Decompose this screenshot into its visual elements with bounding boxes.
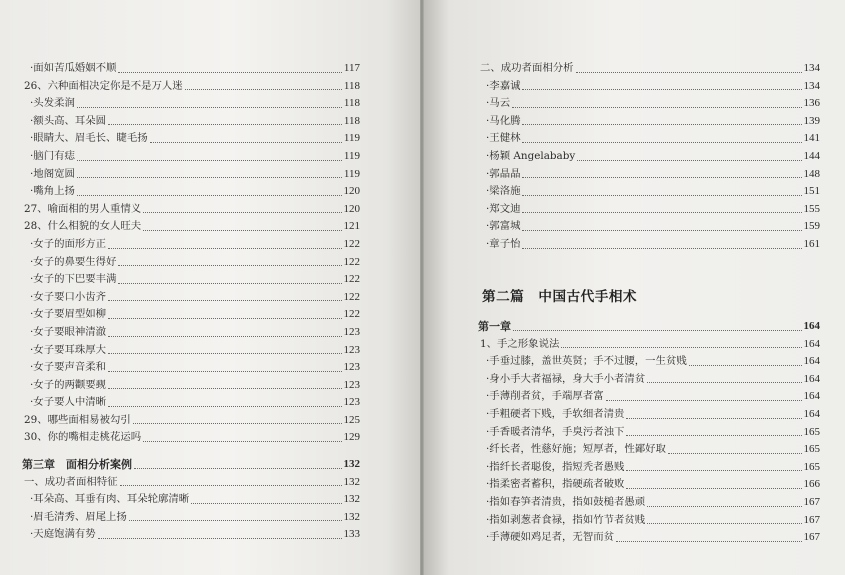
toc-entry [478,353,820,371]
toc-entry-title: ·手垂过膝，盖世英贤；手不过腰，一生贫贱 [486,355,687,368]
toc-entry-title: ·手粗硬者下贱，手软细者清贵 [486,407,625,420]
toc-entry-title: ·指如剥葱者食禄，指如竹节者贫贱 [486,513,646,526]
left-chapter-list [22,456,360,544]
toc-entry-title: ·指柔密者蓄积，指硬疏者破败 [486,478,625,491]
toc-page-number: 164 [803,320,820,332]
toc-page-number: 119 [343,167,360,180]
toc-entry [478,512,820,530]
toc-entry-title: ·女子的下巴要丰满 [30,273,117,286]
dot-leader [108,353,341,354]
dot-leader [150,142,342,143]
dot-leader [626,418,801,419]
toc-page-number: 120 [343,185,360,198]
toc-page-number: 119 [343,149,360,162]
toc-entry [22,324,360,342]
dot-leader [522,124,801,125]
toc-entry-title: 二、成功者面相分析 [480,62,574,74]
dot-leader [143,230,341,231]
toc-entry-title: 1、手之形象说法 [480,337,560,350]
dot-leader [522,212,801,213]
toc-page-number: 118 [343,114,360,127]
dot-leader [108,406,341,407]
toc-entry [478,406,820,424]
toc-entry-title: ·女子要声音柔和 [30,361,107,374]
toc-entry-title: ·指如春笋者清贵，指如鼓槌者愚顽 [486,495,646,508]
dot-leader [616,541,802,542]
toc-page-number: 164 [803,407,820,420]
toc-page-number: 144 [803,149,820,162]
toc-entry-title: 30、你的嘴相走桃花运吗 [24,431,142,444]
toc-entry [478,336,820,354]
toc-entry-title: ·杨颖 Angelababy [486,149,576,162]
toc-entry [22,201,360,219]
toc-page-number: 122 [343,273,360,286]
dot-leader [522,248,801,249]
toc-chapter-entry [22,456,360,474]
toc-entry-title: 26、六种面相决定你是不是万人迷 [24,79,183,92]
toc-page-number: 118 [343,79,360,92]
toc-entry [478,371,820,389]
toc-page-number: 123 [343,396,360,409]
toc-entry-title: ·指纤长者聪俊，指短秃者愚贱 [486,460,625,473]
dot-leader [647,506,801,507]
dot-leader [108,388,341,389]
dot-leader [108,318,341,319]
right-chapter-list [478,318,820,547]
dot-leader [129,520,342,521]
toc-entry-title: ·手香暖者清华，手臭污者浊下 [486,425,625,438]
toc-entry-title: ·郑文迪 [486,202,521,215]
toc-page-number: 118 [343,97,360,110]
toc-entry [478,201,820,219]
toc-entry [22,130,360,148]
toc-entry [22,526,360,544]
toc-entry-title: 第一章 [478,320,511,333]
dot-leader [647,523,801,524]
dot-leader [77,177,342,178]
toc-entry-title: ·手薄削者贫，手端厚者富 [486,390,604,403]
toc-page-number: 166 [803,478,820,491]
toc-page-number: 164 [803,337,820,350]
toc-entry [478,388,820,406]
toc-page-number: 132 [343,493,360,506]
dot-leader [143,212,341,213]
right-toc-list [478,60,820,254]
toc-entry-title: 27、喻面相的男人重情义 [24,202,142,215]
toc-page-number: 155 [803,202,820,215]
toc-entry-title: ·脑门有痣 [30,149,75,162]
toc-page-number: 167 [803,513,820,526]
toc-entry-title: ·面如苦瓜婚姻不顺 [30,62,117,74]
toc-entry-title: ·纤长者，性慈好施；短厚者，性鄙好取 [486,443,666,456]
toc-entry [22,491,360,509]
dot-leader [561,347,801,348]
toc-page-number: 120 [343,202,360,215]
toc-entry [22,377,360,395]
toc-page-number: 123 [343,343,360,356]
toc-entry-title: ·耳朵高、耳垂有肉、耳朵轮廓清晰 [30,493,190,506]
toc-entry [22,183,360,201]
toc-entry [22,113,360,131]
toc-entry-title: 28、什么相貌的女人旺夫 [24,220,142,233]
toc-entry-title: ·眼睛大、眉毛长、睫毛扬 [30,132,148,145]
toc-entry [478,148,820,166]
dot-leader [522,195,801,196]
toc-entry-title: ·天庭饱满有势 [30,528,96,541]
part-title: 第二篇 中国古代手相术 [482,289,638,305]
toc-entry-title: ·头发柔润 [30,97,75,110]
toc-page-number: 122 [343,255,360,268]
dot-leader [185,89,342,90]
toc-entry [22,289,360,307]
toc-entry-title: ·女子要眉型如柳 [30,308,107,321]
toc-entry-title: ·女子的两颧要觋 [30,378,107,391]
toc-entry-title: ·郭晶晶 [486,167,521,180]
toc-page-number: 139 [803,114,820,127]
toc-page-number: 123 [343,361,360,374]
toc-page-number: 133 [343,528,360,541]
toc-entry-title: ·女子的鼻要生得好 [30,255,117,268]
toc-entry [478,424,820,442]
dot-leader [522,230,801,231]
dot-leader [77,107,342,108]
toc-page-number: 141 [803,132,820,145]
toc-page-number: 134 [803,79,820,92]
toc-page-number: 151 [803,185,820,198]
dot-leader [522,177,801,178]
toc-page-number: 164 [803,355,820,368]
toc-entry-title: ·嘴角上扬 [30,185,75,198]
toc-entry-title: ·女子要眼神清澈 [30,325,107,338]
dot-leader [606,400,802,401]
toc-entry-title: ·王健林 [486,132,521,145]
toc-entry-title: 一、成功者面相特征 [24,475,118,488]
dot-leader [513,330,802,331]
toc-page-number: 161 [803,237,820,250]
toc-page-number: 132 [343,510,360,523]
dot-leader [647,382,801,383]
toc-entry [22,148,360,166]
toc-entry-title: ·手薄硬如鸡足者，无智而贫 [486,531,614,544]
dot-leader [133,423,342,424]
dot-leader [143,441,341,442]
dot-leader [77,195,342,196]
toc-page-number: 123 [343,378,360,391]
toc-entry-title: ·梁洛施 [486,185,521,198]
toc-entry-title: ·眉毛清秀、眉尾上扬 [30,510,127,523]
dot-leader [576,72,802,73]
toc-page-number: 119 [343,132,360,145]
toc-entry [478,130,820,148]
dot-leader [668,453,802,454]
toc-entry [478,183,820,201]
toc-page-number: 117 [343,62,360,74]
toc-entry [478,441,820,459]
dot-leader [689,365,802,366]
toc-entry [22,218,360,236]
toc-entry [22,359,360,377]
toc-entry-title: ·郭富城 [486,220,521,233]
dot-leader [108,371,341,372]
toc-entry-title: ·女子要耳珠厚大 [30,343,107,356]
toc-entry-title: 第三章 面相分析案例 [22,458,132,471]
dot-leader [577,160,801,161]
dot-leader [522,142,801,143]
toc-page-number: 123 [343,325,360,338]
dot-leader [626,488,801,489]
toc-page-number: 132 [343,475,360,488]
toc-entry [22,394,360,412]
toc-entry [22,271,360,289]
dot-leader [108,248,341,249]
toc-page-number: 122 [343,308,360,321]
dot-leader [108,300,341,301]
toc-entry-title: ·女子要人中清晰 [30,396,107,409]
toc-entry [478,95,820,113]
toc-entry [22,166,360,184]
toc-entry [22,95,360,113]
toc-entry [478,476,820,494]
toc-entry [22,474,360,492]
toc-entry-title: ·马云 [486,97,511,110]
toc-entry-title: ·身小手大者福禄，身大手小者清贫 [486,372,646,385]
toc-entry [478,166,820,184]
dot-leader [108,124,342,125]
dot-leader [118,72,341,73]
toc-entry-title: ·地阁宽圆 [30,167,75,180]
toc-page-number: 122 [343,290,360,303]
toc-page-number: 121 [343,220,360,233]
toc-entry [478,60,820,78]
toc-page-number: 167 [803,495,820,508]
toc-page-number: 165 [803,460,820,473]
toc-page-number: 164 [803,372,820,385]
toc-page-number: 136 [803,97,820,110]
dot-leader [512,107,801,108]
toc-page-number: 165 [803,443,820,456]
toc-page-number: 164 [803,390,820,403]
toc-entry [478,236,820,254]
toc-page-number: 132 [343,458,360,470]
toc-entry [478,529,820,547]
dot-leader [108,336,341,337]
toc-entry [22,236,360,254]
toc-entry [22,306,360,324]
toc-page-number: 129 [343,431,360,444]
dot-leader [98,538,342,539]
toc-entry-title: ·女子的面形方正 [30,237,107,250]
toc-page-number: 125 [343,413,360,426]
toc-entry [478,494,820,512]
dot-leader [522,89,801,90]
left-toc-list [22,60,360,447]
toc-chapter-entry [478,318,820,336]
dot-leader [77,160,342,161]
toc-entry-title: ·马化腾 [486,114,521,127]
toc-entry-title: ·章子怡 [486,237,521,250]
toc-entry-title: ·女子要口小齿齐 [30,290,107,303]
dot-leader [120,485,342,486]
dot-leader [134,468,342,469]
toc-entry [22,254,360,272]
toc-entry [478,78,820,96]
dot-leader [118,265,341,266]
toc-entry [478,113,820,131]
toc-page-number: 122 [343,237,360,250]
toc-page-number: 134 [803,62,820,74]
toc-page-number: 159 [803,220,820,233]
toc-entry [22,78,360,96]
toc-page-number: 165 [803,425,820,438]
dot-leader [118,283,341,284]
toc-entry [22,412,360,430]
dot-leader [191,503,341,504]
toc-entry [22,60,360,78]
toc-entry [22,509,360,527]
toc-entry [478,459,820,477]
toc-page-number: 167 [803,531,820,544]
toc-entry [22,342,360,360]
dot-leader [626,435,801,436]
toc-entry-title: 29、哪些面相易被勾引 [24,413,131,426]
toc-page-number: 148 [803,167,820,180]
toc-entry-title: ·李嘉诚 [486,79,521,92]
dot-leader [626,470,801,471]
toc-entry [478,218,820,236]
toc-entry-title: ·额头高、耳朵圆 [30,114,107,127]
toc-entry [22,429,360,447]
